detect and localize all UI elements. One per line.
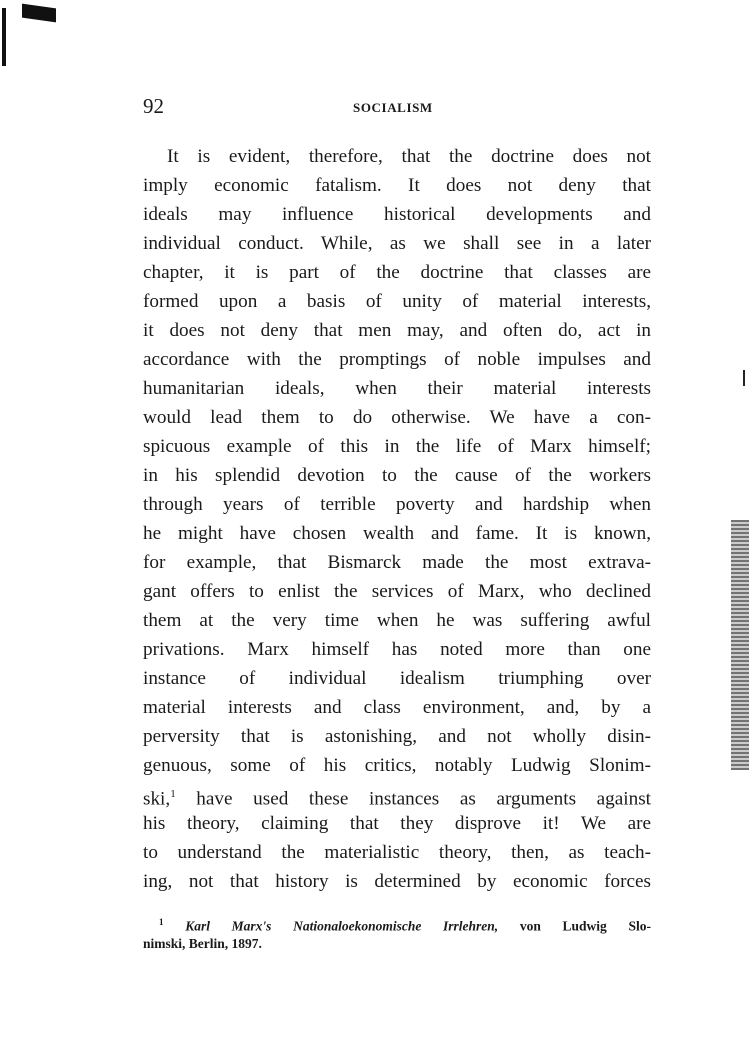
line-start: ski, bbox=[143, 788, 171, 810]
footnote-line bbox=[143, 912, 651, 933]
footnote-marker: 1 bbox=[159, 917, 164, 927]
footnote-reference: 1 bbox=[170, 788, 176, 800]
footnote-title: Karl Marx's Nationaloekonomische Irrlehren, bbox=[185, 918, 499, 934]
text-line: chapter, it is part of the doctrine that classes are bbox=[143, 262, 651, 283]
text-line: ing, not that history is determined by economic forces bbox=[143, 871, 651, 892]
line-rest: have used these instances as arguments against bbox=[175, 788, 651, 810]
text-line: perversity that is astonishing, and not wholly disin- bbox=[143, 726, 651, 747]
body-text bbox=[143, 142, 651, 896]
page-number: 92 bbox=[143, 94, 164, 118]
text-line: It is evident, therefore, that the doctrine does not bbox=[167, 146, 651, 167]
text-line: to understand the materialistic theory, then, as teach- bbox=[143, 842, 651, 863]
text-line: it does not deny that men may, and often do, act in bbox=[143, 320, 651, 341]
footnote bbox=[143, 912, 651, 954]
scan-artifact-top bbox=[22, 4, 56, 23]
text-line: through years of terrible poverty and hardship when bbox=[143, 494, 651, 515]
text-line: his theory, claiming that they disprove it! We are bbox=[143, 813, 651, 834]
text-line-with-footnote-ref bbox=[143, 780, 651, 809]
text-line: would lead them to do otherwise. We have a con- bbox=[143, 407, 651, 428]
text-line: instance of individual idealism triumphing over bbox=[143, 668, 651, 689]
text-line: he might have chosen wealth and fame. It is known, bbox=[143, 523, 651, 544]
text-line: genuous, some of his critics, notably Ludwig Slonim- bbox=[143, 755, 651, 776]
text-line: in his splendid devotion to the cause of the workers bbox=[143, 465, 651, 486]
text-line: privations. Marx himself has noted more than one bbox=[143, 639, 651, 660]
scan-artifact-left bbox=[2, 8, 6, 66]
text-line: individual conduct. While, as we shall see in a later bbox=[143, 233, 651, 254]
text-line: spicuous example of this in the life of Marx himself; bbox=[143, 436, 651, 457]
text-line: humanitarian ideals, when their material interests bbox=[143, 378, 651, 399]
footnote-line: nimski, Berlin, 1897. bbox=[143, 936, 262, 951]
text-line: them at the very time when he was suffering awful bbox=[143, 610, 651, 631]
page-header-title: SOCIALISM bbox=[353, 100, 433, 115]
running-head bbox=[143, 94, 653, 120]
text-line: material interests and class environment, and, by a bbox=[143, 697, 651, 718]
text-line: accordance with the promptings of noble impulses and bbox=[143, 349, 651, 370]
scan-artifact-right-mark bbox=[743, 370, 745, 386]
text-line: ideals may influence historical developments and bbox=[143, 204, 651, 225]
text-line: imply economic fatalism. It does not deny that bbox=[143, 175, 651, 196]
footnote-text: von Ludwig Slo- bbox=[498, 918, 651, 934]
text-line: formed upon a basis of unity of material interests, bbox=[143, 291, 651, 312]
text-line: for example, that Bismarck made the most extrava- bbox=[143, 552, 651, 573]
scan-artifact-page-edge bbox=[731, 520, 749, 770]
text-line: gant offers to enlist the services of Marx, who declined bbox=[143, 581, 651, 602]
